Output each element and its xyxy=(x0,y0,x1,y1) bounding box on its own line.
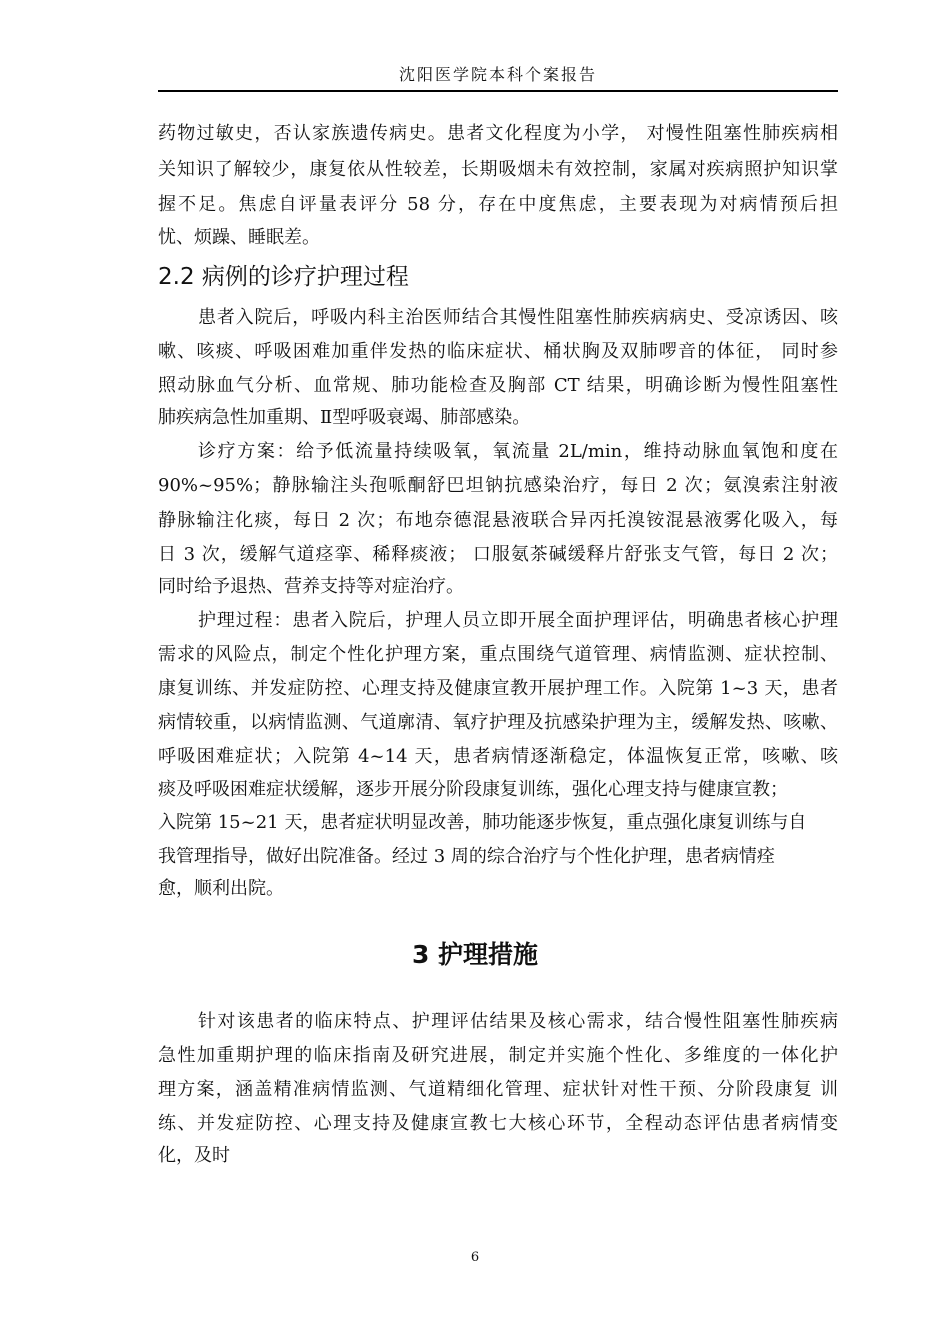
section-heading: 2.2 病例的诊疗护理过程 xyxy=(158,264,409,290)
para2-line-2: 90%~95%；静脉输注头孢哌酮舒巴坦钠抗感染治疗，每日 2 次；氨溴索注射液 xyxy=(158,475,838,496)
para3-line-8: 我管理指导，做好出院准备。经过 3 周的综合治疗与个性化护理，患者病情痊 xyxy=(158,846,775,867)
intro-line-3: 握不足。焦虑自评量表评分 58 分，存在中度焦虑，主要表现为对病情预后担 xyxy=(158,194,838,215)
header-rule xyxy=(158,90,838,92)
chapter-heading: 3 护理措施 xyxy=(411,940,539,969)
para1-line-2: 嗽、咳痰、呼吸困难加重伴发热的临床症状、桶状胸及双肺啰音的体征， 同时参 xyxy=(158,341,838,362)
para3-line-1: 护理过程：患者入院后，护理人员立即开展全面护理评估，明确患者核心护理 xyxy=(198,610,838,631)
para4-line-5: 化，及时 xyxy=(158,1145,230,1166)
para2-line-5: 同时给予退热、营养支持等对症治疗。 xyxy=(158,576,464,597)
para3-line-7: 入院第 15~21 天，患者症状明显改善，肺功能逐步恢复，重点强化康复训练与自 xyxy=(158,812,807,833)
para3-line-9: 愈，顺利出院。 xyxy=(158,878,284,899)
para4-line-1: 针对该患者的临床特点、护理评估结果及核心需求，结合慢性阻塞性肺疾病 xyxy=(198,1011,838,1032)
para2-line-4: 日 3 次，缓解气道痉挛、稀释痰液； 口服氨茶碱缓释片舒张支气管，每日 2 次； xyxy=(158,544,838,565)
page-number: 6 xyxy=(470,1250,480,1265)
para4-line-3: 理方案，涵盖精准病情监测、气道精细化管理、症状针对性干预、分阶段康复 训 xyxy=(158,1079,838,1100)
intro-line-4: 忧、烦躁、睡眠差。 xyxy=(158,227,320,248)
running-header: 沈阳医学院本科个案报告 xyxy=(398,65,597,84)
para3-line-4: 病情较重，以病情监测、气道廓清、氧疗护理及抗感染护理为主，缓解发热、咳嗽、 xyxy=(158,712,838,733)
para3-line-3: 康复训练、并发症防控、心理支持及健康宣教开展护理工作。入院第 1~3 天，患者 xyxy=(158,678,838,699)
para3-line-5: 呼吸困难症状；入院第 4~14 天，患者病情逐渐稳定，体温恢复正常，咳嗽、咳 xyxy=(158,746,838,767)
para1-line-1: 患者入院后，呼吸内科主治医师结合其慢性阻塞性肺疾病病史、受凉诱因、咳 xyxy=(198,307,838,328)
intro-line-1: 药物过敏史，否认家族遗传病史。患者文化程度为小学， 对慢性阻塞性肺疾病相 xyxy=(158,123,838,144)
intro-line-2: 关知识了解较少，康复依从性较差，长期吸烟未有效控制，家属对疾病照护知识掌 xyxy=(158,159,838,180)
para1-line-3: 照动脉血气分析、血常规、肺功能检查及胸部 CT 结果，明确诊断为慢性阻塞性 xyxy=(158,375,838,396)
para2-line-3: 静脉输注化痰，每日 2 次；布地奈德混悬液联合异丙托溴铵混悬液雾化吸入，每 xyxy=(158,510,838,531)
para4-line-2: 急性加重期护理的临床指南及研究进展，制定并实施个性化、多维度的一体化护 xyxy=(158,1045,838,1066)
para2-line-1: 诊疗方案：给予低流量持续吸氧，氧流量 2L/min，维持动脉血氧饱和度在 xyxy=(198,441,838,462)
para1-line-4: 肺疾病急性加重期、Ⅱ型呼吸衰竭、肺部感染。 xyxy=(158,407,531,428)
para3-line-6: 痰及呼吸困难症状缓解，逐步开展分阶段康复训练，强化心理支持与健康宣教； xyxy=(158,779,788,800)
para3-line-2: 需求的风险点，制定个性化护理方案，重点围绕气道管理、病情监测、症状控制、 xyxy=(158,644,838,665)
para4-line-4: 练、并发症防控、心理支持及健康宣教七大核心环节，全程动态评估患者病情变 xyxy=(158,1113,838,1134)
